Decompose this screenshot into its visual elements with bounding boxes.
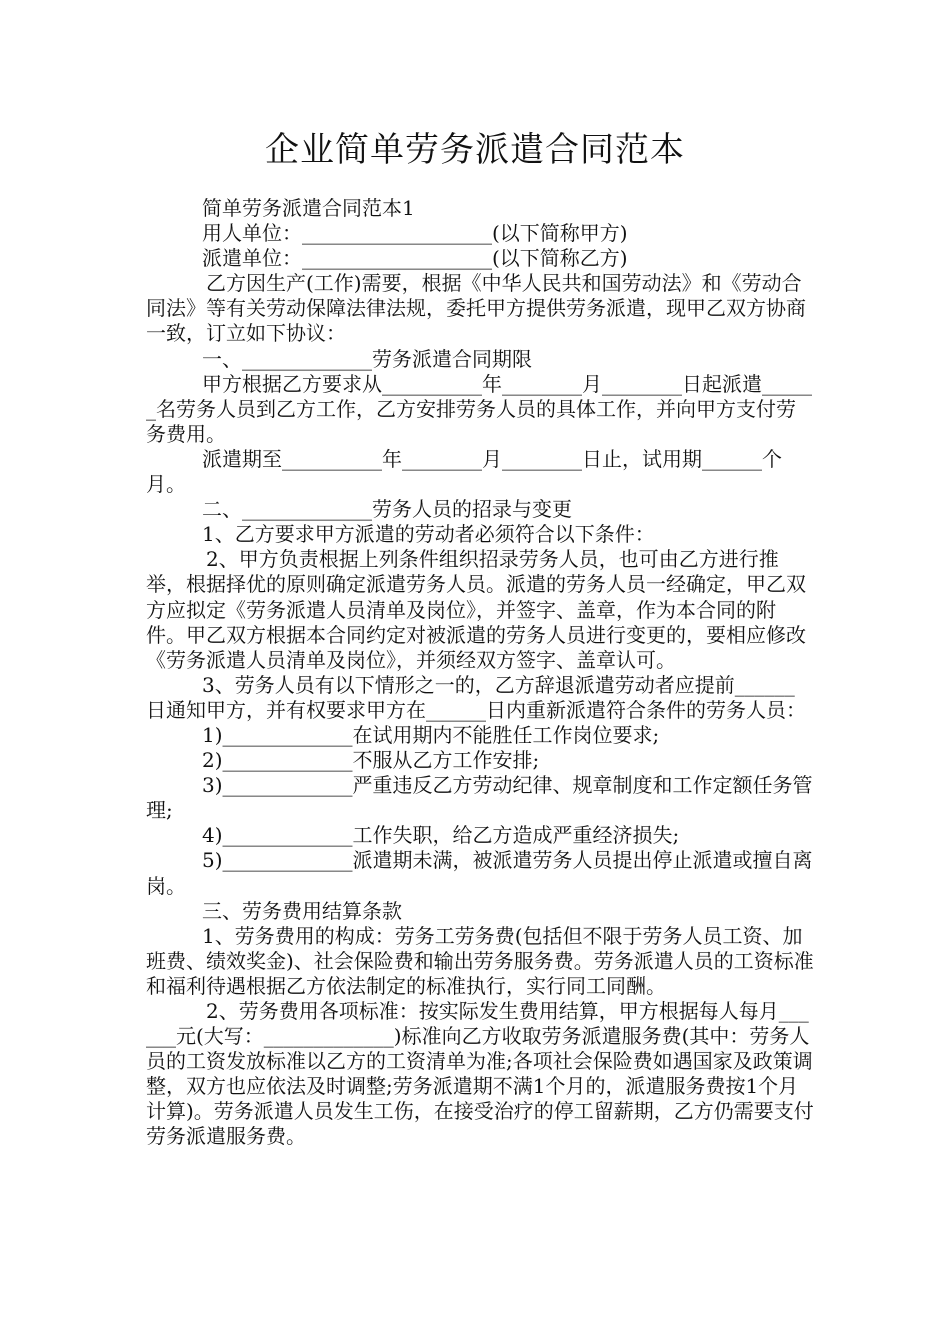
- clause-2-1: 1、乙方要求甲方派遣的劳动者必须符合以下条件：: [202, 522, 655, 547]
- document-title: 企业简单劳务派遣合同范本: [265, 130, 685, 170]
- term-paragraph: 甲方根据乙方要求从__________年________月________日起派遣______名劳务人员到乙方工作，乙方安排劳务人员的具体工作，并向甲方支付劳务费用。: [146, 371, 812, 446]
- clause-2-2: 2、甲方负责根据上列条件组织招录劳务人员，也可由乙方进行推举，根据择优的原则确定派遣劳务人员。派遣的劳务人员一经确定，甲乙双方应拟定《劳务派遣人员清单及岗位》，并签字、盖章，作为本合同的附件。甲乙双方根据本合同约定对被派遣的劳务人员进行变更的，要相应修改《劳务派遣人员清单及岗位》，并须经双方签字、盖章认可。: [146, 547, 806, 672]
- clause-2-3: 3、劳务人员有以下情形之一的，乙方辞退派遣劳动者应提前______日通知甲方，并有权要求甲方在______日内重新派遣符合条件的劳务人员：: [146, 672, 806, 722]
- clause-3-1: 1、劳务费用的构成：劳务工劳务费(包括但不限于劳务人员工资、加班费、绩效奖金)、社会保险费和输出劳务服务费。劳务派遣人员的工资标准和福利待遇根据乙方依法制定的标准执行，实行同工同酬。: [146, 923, 814, 998]
- section-heading-2: 二、_____________劳务人员的招录与变更: [202, 497, 572, 522]
- clause-3-2: 2、劳务费用各项标准：按实际发生费用结算，甲方根据每人每月______元(大写：_____________)标准向乙方收取劳务派遣服务费(其中：劳务人员的工资发放标准以乙方的工资清单为准;各项社会保险费如遇国家及政策调整，双方也应依法及时调整;劳务派遣期不满1个月的，派遣服务费按1个月计算)。劳务派遣人员发生工伤，在接受治疗的停工留薪期，乙方仍需要支付劳务派遣服务费。: [146, 999, 814, 1149]
- sub-item-1: 1)_____________在试用期内不能胜任工作岗位要求;: [202, 722, 660, 747]
- sub-item-4: 4)_____________工作失职，给乙方造成严重经济损失;: [202, 823, 680, 848]
- section-heading-3: 三、劳务费用结算条款: [202, 898, 402, 923]
- term-end-paragraph: 派遣期至__________年________月________日止，试用期______个月。: [146, 446, 782, 497]
- section-heading-1: 一、_____________劳务派遣合同期限: [202, 346, 532, 371]
- employer-line: 用人单位：___________________(以下简称甲方): [202, 221, 628, 246]
- sub-item-2: 2)_____________不服从乙方工作安排;: [202, 748, 540, 773]
- preamble-paragraph: 乙方因生产(工作)需要，根据《中华人民共和国劳动法》和《劳动合同法》等有关劳动保障法律法规，委托甲方提供劳务派遣，现甲乙双方协商一致，订立如下协议：: [146, 271, 806, 346]
- document-body: [146, 196, 814, 1150]
- dispatcher-line: 派遣单位：___________________(以下简称乙方): [202, 246, 628, 271]
- sub-item-3: 3)_____________严重违反乙方劳动纪律、规章制度和工作定额任务管理;: [146, 773, 813, 823]
- contract-subtitle: 简单劳务派遣合同范本1: [202, 196, 415, 220]
- sub-item-5: 5)_____________派遣期未满，被派遣劳务人员提出停止派遣或擅自离岗。: [146, 848, 813, 898]
